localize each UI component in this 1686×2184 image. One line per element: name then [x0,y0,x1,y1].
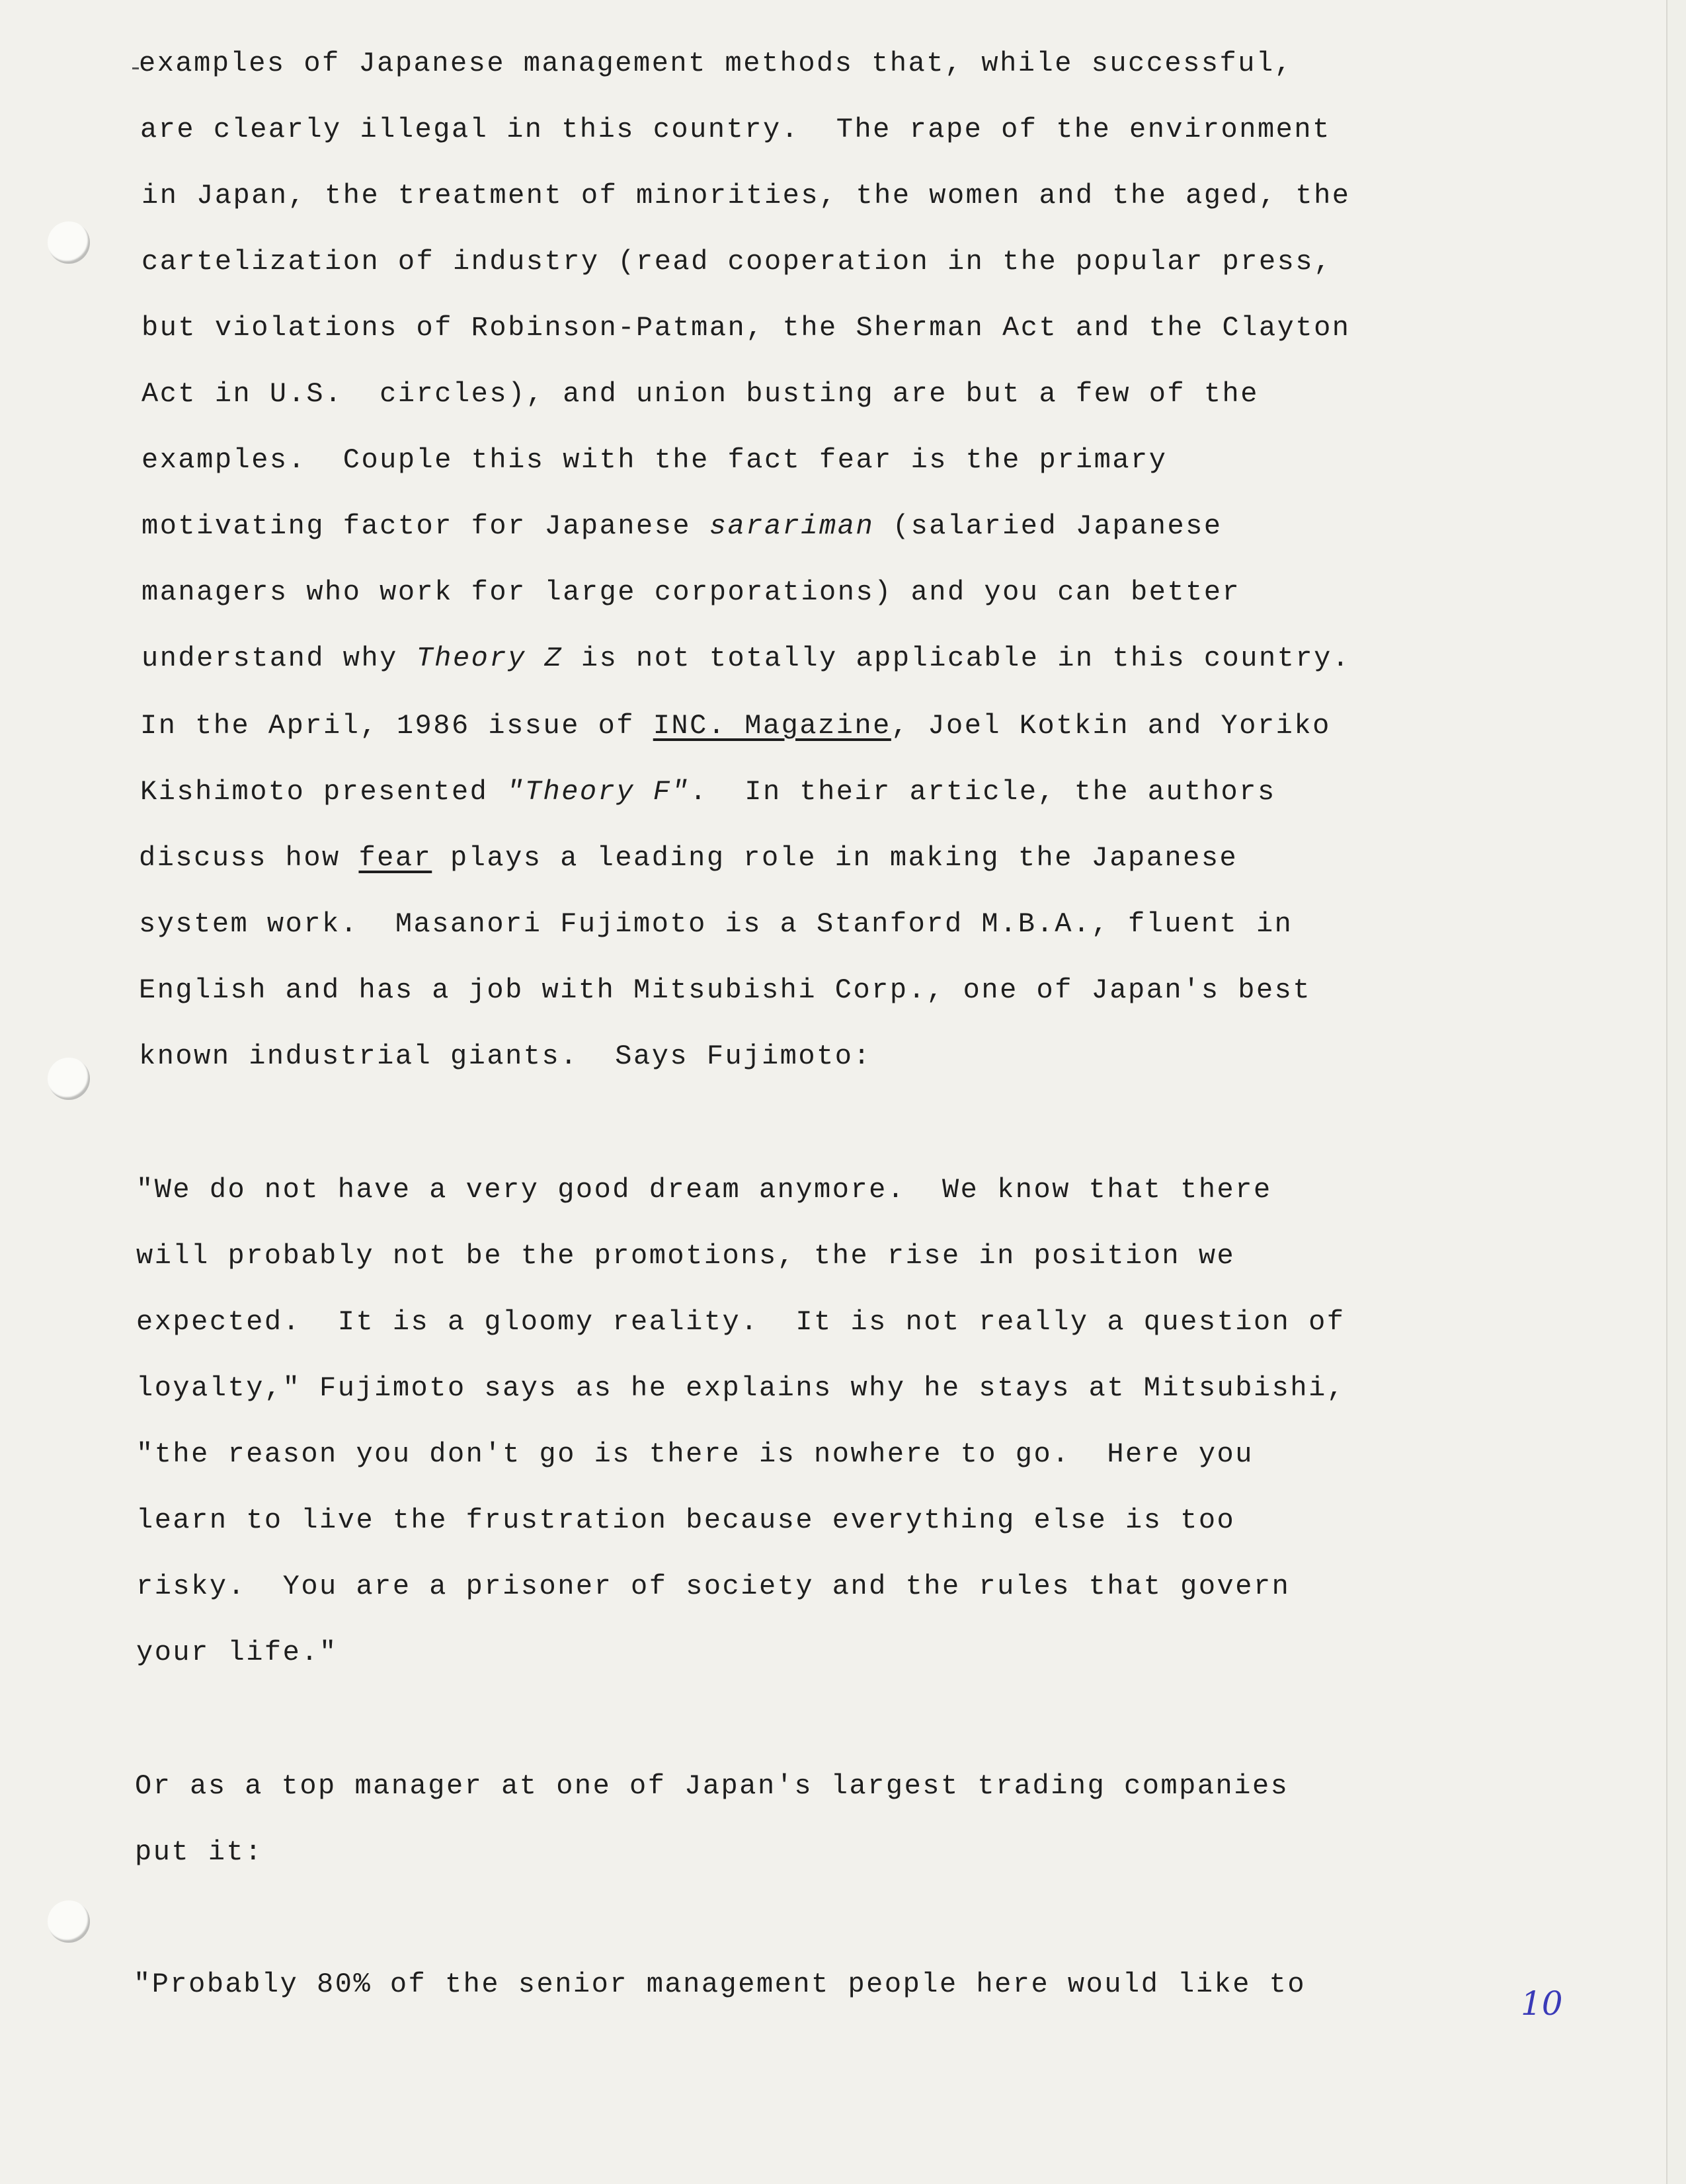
text-line: in Japan, the treatment of minorities, the women and the aged, the [141,180,1351,212]
underlined-term: INC. Magazine [653,710,891,742]
text-line: examples. Couple this with the fact fear is the primary [141,444,1168,476]
italic-term: "Theory F" [506,776,690,808]
text-line: managers who work for large corporations) and you can better [141,576,1241,608]
pen-mark [132,67,139,69]
text-segment: understand why [141,643,417,674]
text-line: system work. Masanori Fujimoto is a Stanford M.B.A., fluent in [139,908,1293,940]
text-segment: In the April, 1986 issue of [140,710,653,742]
punch-hole [48,1058,90,1100]
text-segment: . In their article, the authors [690,776,1276,808]
text-line: learn to live the frustration because everything else is too [136,1504,1236,1536]
punch-hole [48,1900,90,1943]
page-number: 10 [1521,1984,1563,2023]
text-segment: , Joel Kotkin and Yoriko [891,710,1331,742]
text-line: English and has a job with Mitsubishi Corp., one of Japan's best [139,974,1312,1006]
text-line: but violations of Robinson-Patman, the Sherman Act and the Clayton [141,312,1351,344]
text-line: loyalty," Fujimoto says as he explains why he stays at Mitsubishi, [136,1372,1345,1404]
punch-hole [48,221,90,264]
text-segment: plays a leading role in making the Japanese [432,842,1238,874]
text-line [140,776,1276,808]
text-line: expected. It is a gloomy reality. It is not really a question of [136,1306,1345,1338]
text-line [141,510,1223,542]
text-line: are clearly illegal in this country. The rape of the environment [140,114,1331,145]
text-line: will probably not be the promotions, the rise in position we [136,1240,1236,1272]
italic-term: sarariman [709,510,875,542]
text-line: your life." [136,1637,338,1668]
text-line: "Probably 80% of the senior management people here would like to [134,1969,1306,2000]
text-line: examples of Japanese management methods that, while successful, [139,48,1293,79]
underlined-term: fear [358,842,432,874]
text-line [141,643,1350,674]
text-line: "the reason you don't go is there is nowhere to go. Here you [136,1438,1254,1470]
text-line: risky. You are a prisoner of society and the rules that govern [136,1571,1291,1602]
text-segment: is not totally applicable in this country. [563,643,1351,674]
text-line [140,710,1331,742]
text-line: Act in U.S. circles), and union busting are but a few of the [141,378,1259,410]
text-line: known industrial giants. Says Fujimoto: [139,1040,872,1072]
italic-term: Theory Z [416,643,563,674]
text-segment: (salaried Japanese [874,510,1223,542]
text-segment: motivating factor for Japanese [141,510,709,542]
text-segment: Kishimoto presented [140,776,507,808]
text-line: put it: [135,1836,263,1868]
text-line: cartelization of industry (read cooperation in the popular press, [141,246,1332,278]
text-line: Or as a top manager at one of Japan's largest trading companies [135,1770,1289,1802]
text-line [139,842,1238,874]
text-segment: discuss how [139,842,359,874]
text-line: "We do not have a very good dream anymore. We know that there [136,1174,1272,1206]
